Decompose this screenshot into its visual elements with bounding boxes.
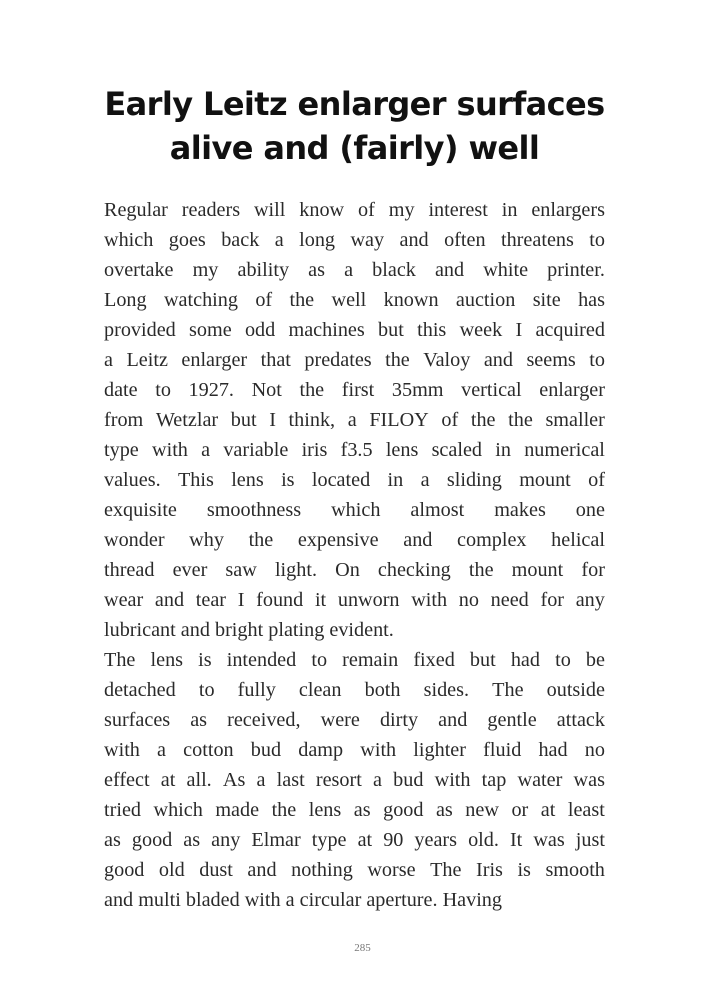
- paragraph-2: [104, 645, 605, 915]
- text-line: overtake my ability as a black and white printer.: [104, 259, 605, 281]
- text-line: type with a variable iris f3.5 lens scaled in numerical: [104, 439, 605, 461]
- text-line: thread ever saw light. On checking the mount for: [104, 559, 605, 581]
- text-line: from Wetzlar but I think, a FILOY of the the smaller: [104, 409, 605, 431]
- page-number: 285: [354, 942, 371, 954]
- text-line: a Leitz enlarger that predates the Valoy and seems to: [104, 349, 605, 371]
- text-line: provided some odd machines but this week I acquired: [104, 319, 605, 341]
- paragraph-1: [104, 195, 605, 645]
- text-line: exquisite smoothness which almost makes one: [104, 499, 605, 521]
- text-line: and multi bladed with a circular aperture. Having: [104, 889, 502, 911]
- text-line: The lens is intended to remain fixed but had to be: [104, 649, 605, 671]
- text-line: with a cotton bud damp with lighter fluid had no: [104, 739, 605, 761]
- text-line: wear and tear I found it unworn with no need for any: [104, 589, 605, 611]
- text-line: date to 1927. Not the first 35mm vertical enlarger: [104, 379, 605, 401]
- article-title: [60, 82, 649, 170]
- text-line: as good as any Elmar type at 90 years old. It was just: [104, 829, 605, 851]
- text-line: Regular readers will know of my interest in enlargers: [104, 199, 605, 221]
- text-line: detached to fully clean both sides. The outside: [104, 679, 605, 701]
- text-line: tried which made the lens as good as new or at least: [104, 799, 605, 821]
- text-line: good old dust and nothing worse The Iris is smooth: [104, 859, 605, 881]
- text-line: which goes back a long way and often threatens to: [104, 229, 605, 251]
- article-body: [104, 195, 605, 915]
- title-line-2: alive and (fairly) well: [169, 129, 540, 167]
- title-line-1: Early Leitz enlarger surfaces: [104, 85, 605, 123]
- text-line: effect at all. As a last resort a bud with tap water was: [104, 769, 605, 791]
- text-line: Long watching of the well known auction site has: [104, 289, 605, 311]
- text-line: lubricant and bright plating evident.: [104, 619, 394, 641]
- text-line: values. This lens is located in a sliding mount of: [104, 469, 605, 491]
- text-line: surfaces as received, were dirty and gentle attack: [104, 709, 605, 731]
- text-line: wonder why the expensive and complex helical: [104, 529, 605, 551]
